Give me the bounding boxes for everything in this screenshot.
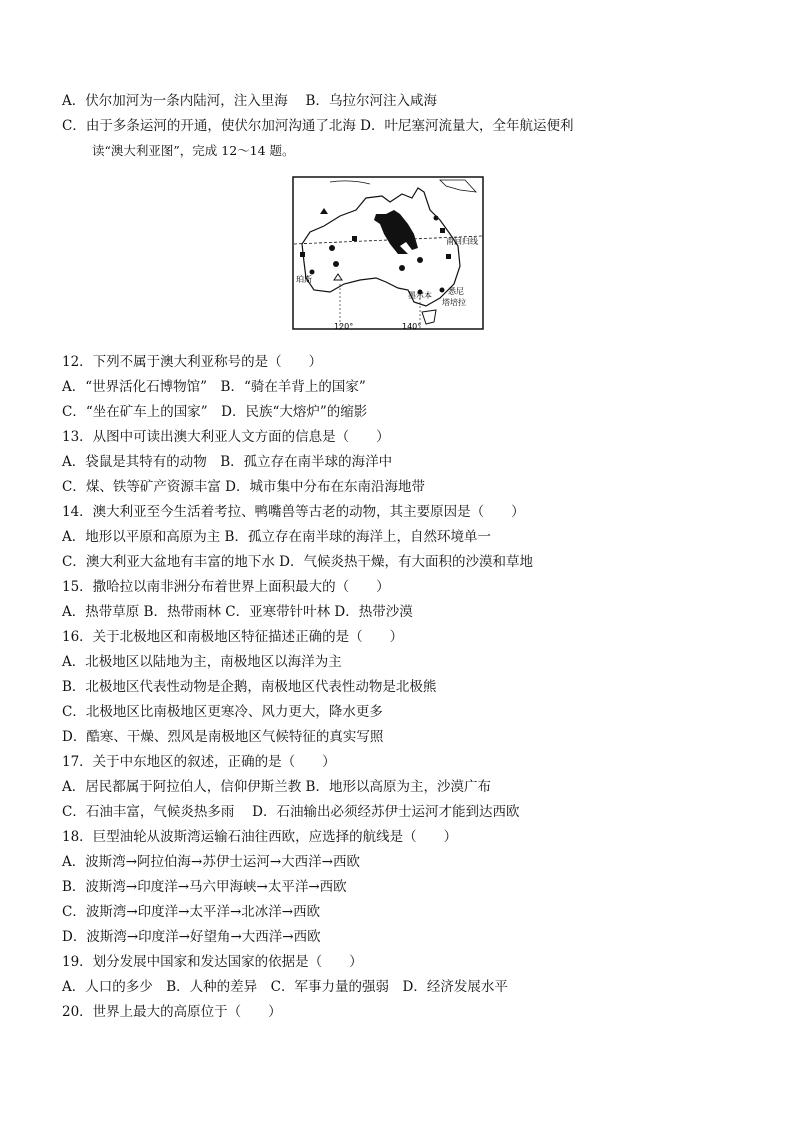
question-line: A．“世界活化石博物馆” B．“骑在羊背上的国家”: [62, 379, 366, 395]
resource-symbol: [333, 261, 339, 267]
question-line: C．“坐在矿车上的国家” D．民族“大熔炉”的缩影: [62, 404, 368, 420]
city-dot: [434, 216, 439, 221]
question-line: A．北极地区以陆地为主，南极地区以海洋为主: [62, 654, 342, 670]
city-label-perth: 珀斯: [296, 275, 312, 284]
question-line: C．北极地区比南极地区更寒冷、风力更大，降水更多: [62, 704, 383, 720]
question-line: 17．关于中东地区的叙述，正确的是（ ）: [62, 754, 336, 770]
city-dot: [310, 270, 315, 275]
question-line: B．北极地区代表性动物是企鹅，南极地区代表性动物是北极熊: [62, 679, 437, 695]
question-line: A．伏尔加河为一条内陆河，注入里海 B．乌拉尔河注入咸海: [62, 93, 437, 109]
question-line: C．澳大利亚大盆地有丰富的地下水 D．气候炎热干燥，有大面积的沙漠和草地: [62, 554, 533, 570]
question-line: A．波斯湾→阿拉伯海→苏伊士运河→大西洋→西欧: [62, 854, 360, 870]
city-label-sydney: 悉尼: [448, 287, 464, 296]
question-line: A．地形以平原和高原为主 B．孤立存在南半球的海洋上，自然环境单一: [62, 529, 491, 545]
map-instruction: 读“澳大利亚图”，完成 12～14 题。: [92, 143, 295, 158]
longitude-label-140: 140°: [402, 322, 422, 331]
question-line: 16．关于北极地区和南极地区特征描述正确的是（ ）: [62, 629, 404, 645]
question-line: C．由于多条运河的开通，使伏尔加河沟通了北海 D．叶尼塞河流量大，全年航运便利: [62, 118, 574, 134]
resource-symbol: [352, 236, 357, 241]
question-line: 20．世界上最大的高原位于（ ）: [62, 1004, 282, 1020]
longitude-label-120: 120°: [334, 322, 354, 331]
question-line: 19．划分发展中国家和发达国家的依据是（ ）: [62, 954, 363, 970]
question-line: 15．撒哈拉以南非洲分布着世界上面积最大的（ ）: [62, 579, 390, 595]
question-line: D．酷寒、干燥、烈风是南极地区气候特征的真实写照: [62, 729, 384, 745]
resource-symbol: [440, 228, 445, 233]
question-line: 12．下列不属于澳大利亚称号的是（ ）: [62, 354, 323, 370]
australia-map: [290, 174, 486, 334]
resource-symbol: [329, 245, 335, 251]
city-label-melbourne: 墨尔本: [408, 291, 432, 300]
tropic-label: 南回归线: [446, 237, 478, 246]
question-line: C．煤、铁等矿产资源丰富 D．城市集中分布在东南沿海地带: [62, 479, 425, 495]
question-line: D．波斯湾→印度洋→好望角→大西洋→西欧: [62, 929, 321, 945]
city-label-hobart: 塔培拉: [442, 298, 466, 307]
resource-symbol: [446, 254, 451, 259]
question-line: 14．澳大利亚至今生活着考拉、鸭嘴兽等古老的动物，其主要原因是（ ）: [62, 504, 525, 520]
resource-symbol: [399, 265, 405, 271]
question-line: A．人口的多少 B．人种的差异 C．军事力量的强弱 D．经济发展水平: [62, 979, 508, 995]
question-line: A．袋鼠是其特有的动物 B．孤立存在南半球的海洋中: [62, 454, 393, 470]
resource-symbol: [417, 257, 423, 263]
resource-symbol: [300, 252, 305, 257]
question-line: 13．从图中可读出澳大利亚人文方面的信息是（ ）: [62, 429, 390, 445]
question-line: C．波斯湾→印度洋→太平洋→北冰洋→西欧: [62, 904, 321, 920]
question-line: 18．巨型油轮从波斯湾运输石油往西欧，应选择的航线是（ ）: [62, 829, 458, 845]
question-line: C．石油丰富，气候炎热多雨 D．石油输出必须经苏伊士运河才能到达西欧: [62, 804, 520, 820]
question-line: B．波斯湾→印度洋→马六甲海峡→太平洋→西欧: [62, 879, 347, 895]
city-dot: [440, 288, 445, 293]
question-line: A．居民都属于阿拉伯人，信仰伊斯兰教 B．地形以高原为主，沙漠广布: [62, 779, 491, 795]
question-line: A．热带草原 B．热带雨林 C．亚寒带针叶林 D．热带沙漠: [62, 604, 413, 620]
